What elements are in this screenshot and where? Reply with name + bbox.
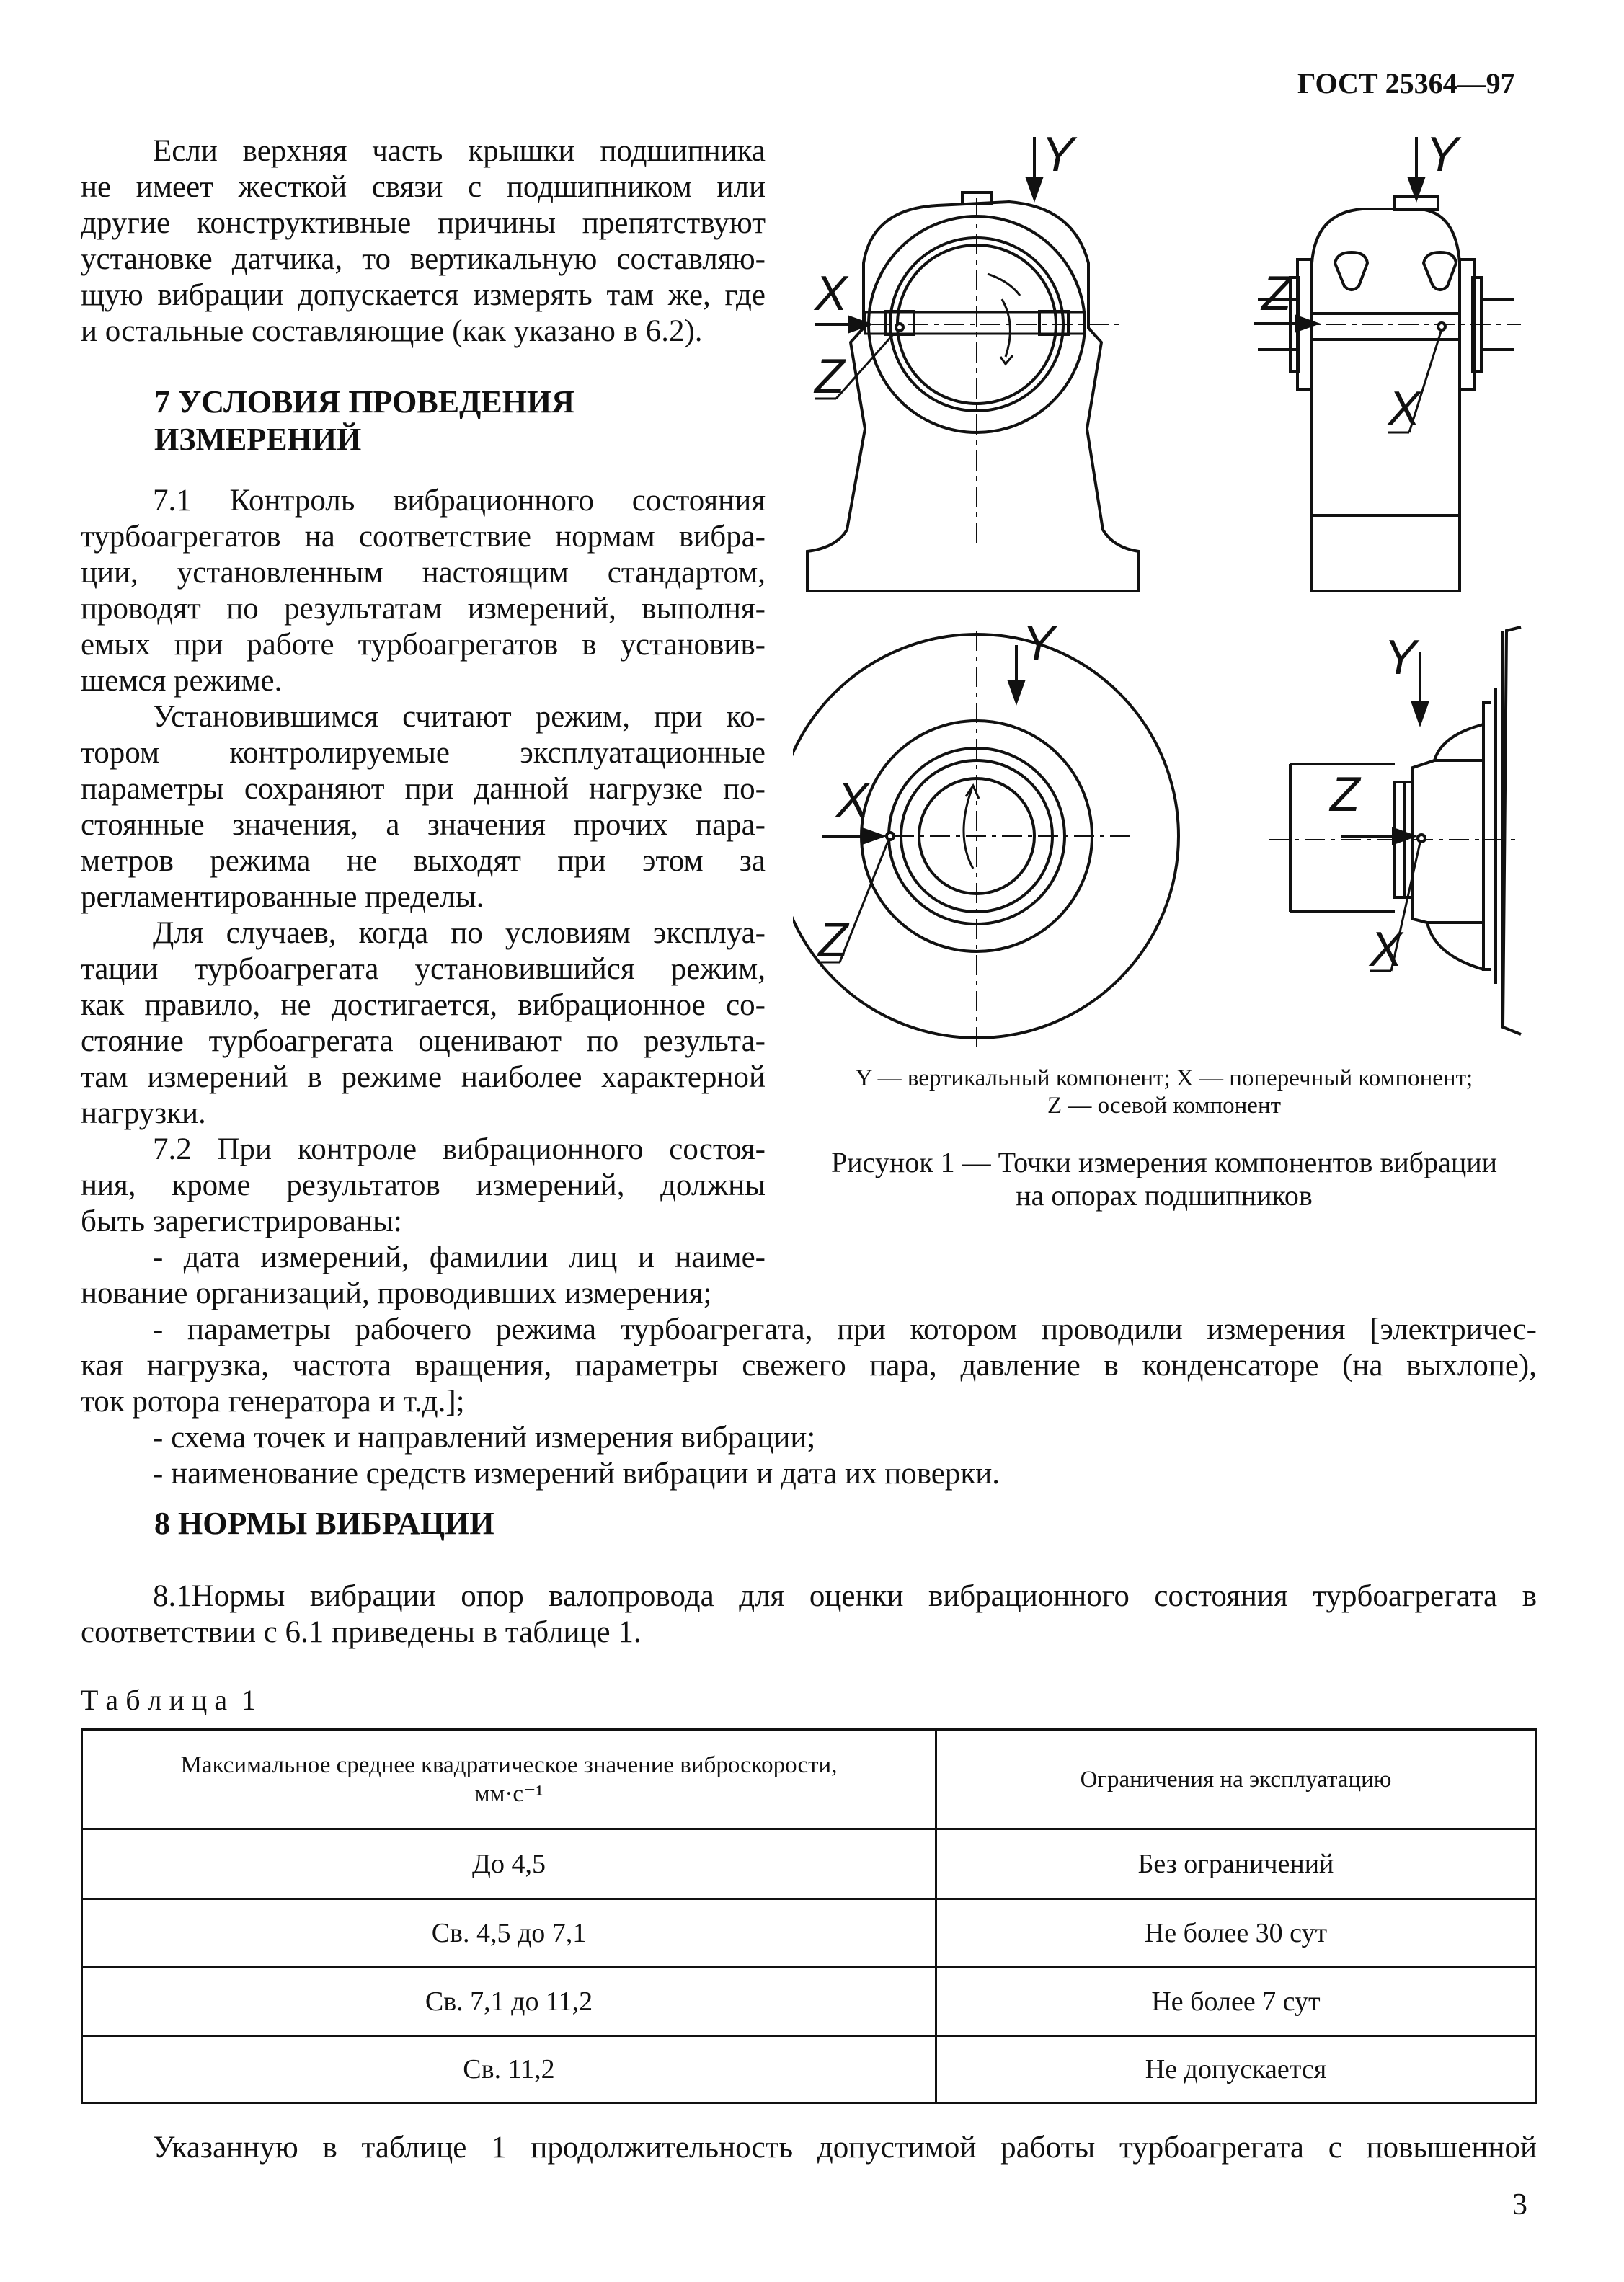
text-line: 7.2 При контроле вибрационного состоя- xyxy=(153,1132,766,1166)
text-line: ния, кроме результатов измерений, должны xyxy=(81,1168,766,1202)
header-unit: мм·с⁻¹ xyxy=(474,1780,543,1807)
text-line: Установившимся считают режим, при ко- xyxy=(153,700,766,734)
section-7-paragraph-3 xyxy=(81,915,766,1132)
table-cell: Не более 30 сут xyxy=(936,1899,1536,1968)
text-line: нагрузки. xyxy=(81,1096,206,1130)
table-cell: Не более 7 сут xyxy=(936,1968,1536,2036)
text-line: как правило, не достигается, вибрационное со- xyxy=(81,988,766,1022)
legend-line: Z — осевой компонент xyxy=(1047,1093,1282,1119)
label-x: X xyxy=(1388,381,1421,436)
list-item-continuation: ток ротора генератора и т.д.]; xyxy=(81,1385,465,1419)
pedestal-side-view xyxy=(1258,197,1514,591)
table-cell: Св. 4,5 до 7,1 xyxy=(82,1899,936,1968)
text-line: другие конструктивные причины препятствуют xyxy=(81,206,766,240)
section-7-paragraph-4 xyxy=(81,1132,766,1312)
text-line: не имеет жесткой связи с подшипником или xyxy=(81,170,766,204)
list-item: - схема точек и направлений измерения вибрации; xyxy=(153,1421,816,1455)
section-7-heading xyxy=(154,383,574,458)
text-line: 7.1 Контроль вибрационного состояния xyxy=(153,484,766,518)
list-item: - наименование средств измерений вибрации и дата их поверки. xyxy=(153,1457,1000,1491)
text-line: регламентированные пределы. xyxy=(81,880,484,914)
table-cell: Св. 7,1 до 11,2 xyxy=(82,1968,936,2036)
table-cell: Св. 11,2 xyxy=(82,2036,936,2103)
text-line: Если верхняя часть крышки подшипника xyxy=(153,134,766,168)
label-x: X xyxy=(836,773,869,827)
text-line: турбоагрегатов на соответствие нормам вибра- xyxy=(81,520,766,554)
text-line: и остальные составляющие (как указано в 6.2). xyxy=(81,314,703,348)
document-code: ГОСТ 25364—97 xyxy=(1297,67,1515,99)
table-header-cell: Ограничения на эксплуатацию xyxy=(936,1730,1536,1829)
text-line: тором контролируемые эксплуатационные xyxy=(81,736,766,770)
text-line: стояние турбоагрегата оценивают по результа- xyxy=(81,1024,766,1058)
table-row xyxy=(82,1899,1536,1968)
table-row xyxy=(82,1968,1536,2036)
table-cell: До 4,5 xyxy=(82,1829,936,1899)
section-8-heading: 8 НОРМЫ ВИБРАЦИИ xyxy=(154,1506,494,1541)
text-line: стоянные значения, а значения прочих пара- xyxy=(81,808,766,842)
caption-line: Рисунок 1 — Точки измерения компонентов вибрации xyxy=(830,1146,1498,1178)
caption-line: на опорах подшипников xyxy=(1016,1179,1313,1212)
label-y: Y xyxy=(1426,127,1459,182)
label-y: Y xyxy=(1042,127,1075,182)
table-row xyxy=(82,1829,1536,1899)
vibration-norms-table xyxy=(81,1728,1537,2104)
intro-paragraph xyxy=(81,133,766,350)
label-x: X xyxy=(815,266,848,321)
list-item-continuation: кая нагрузка, частота вращения, параметры свежего пара, давление в конденсаторе (на выхлопе), xyxy=(81,1349,1537,1382)
legend-line: Y — вертикальный компонент; X — поперечный компонент; xyxy=(855,1065,1473,1091)
header-text: Максимальное среднее квадратическое значение виброскорости, xyxy=(180,1752,838,1778)
label-y: Y xyxy=(1384,630,1417,685)
list-item: - параметры рабочего режима турбоагрегата, при котором проводили измерения [электричес- xyxy=(153,1313,1537,1346)
table-header-cell xyxy=(82,1730,936,1829)
text-line: Для случаев, когда по условиям эксплуа- xyxy=(153,916,766,950)
text-line: 8.1Нормы вибрации опор валопровода для оценки вибрационного состояния турбоагрегата в xyxy=(153,1579,1537,1613)
text-line: ции, установленным настоящим стандартом, xyxy=(81,556,766,590)
figure-bearing-drawings xyxy=(793,126,1543,1135)
text-line: параметры сохраняют при данной нагрузке по- xyxy=(81,772,766,806)
page-number: 3 xyxy=(1512,2188,1527,2221)
heading-line: ИЗМЕРЕНИЙ xyxy=(154,422,362,457)
end-bearing-side-view xyxy=(1290,627,1521,1034)
label-z: Z xyxy=(1261,266,1292,321)
table-cell: Не допускается xyxy=(936,2036,1536,2103)
text-line: емых при работе турбоагрегатов в установив- xyxy=(81,628,766,662)
figure-legend xyxy=(789,1065,1539,1119)
label-x: X xyxy=(1370,922,1403,977)
label-z: Z xyxy=(815,349,845,404)
table-row xyxy=(82,2036,1536,2103)
text-line: - дата измерений, фамилии лиц и наиме- xyxy=(153,1240,766,1274)
text-line: быть зарегистрированы: xyxy=(81,1204,402,1238)
text-line: щую вибрации допускается измерять там же, где xyxy=(81,278,766,312)
text-line: тации турбоагрегата установившийся режим, xyxy=(81,952,766,986)
pedestal-front-view xyxy=(807,192,1139,591)
text-line: там измерений в режиме наиболее характерной xyxy=(81,1060,766,1094)
table-label: Т а б л и ц а 1 xyxy=(81,1684,257,1716)
closing-line: Указанную в таблице 1 продолжительность допустимой работы турбоагрегата с повышенной xyxy=(153,2131,1537,2165)
heading-line: 7 УСЛОВИЯ ПРОВЕДЕНИЯ xyxy=(154,384,574,419)
section-8-paragraph xyxy=(81,1579,1537,1651)
label-z: Z xyxy=(818,913,848,967)
text-line: соответствии с 6.1 приведены в таблице 1. xyxy=(81,1615,642,1649)
label-z: Z xyxy=(1330,767,1360,822)
text-line: установке датчика, то вертикальную составляю- xyxy=(81,242,766,276)
text-line: проводят по результатам измерений, выполня- xyxy=(81,592,766,626)
text-line: метров режима не выходят при этом за xyxy=(81,844,766,878)
section-7-paragraph-2 xyxy=(81,699,766,915)
table-cell: Без ограничений xyxy=(936,1829,1536,1899)
figure-caption xyxy=(789,1146,1539,1212)
text-line: шемся режиме. xyxy=(81,664,283,698)
table-header-row xyxy=(82,1730,1536,1829)
registration-list xyxy=(81,1312,1537,1492)
section-7-paragraph-1 xyxy=(81,483,766,699)
text-line: нование организаций, проводивших измерения; xyxy=(81,1277,712,1310)
label-y: Y xyxy=(1022,616,1055,670)
